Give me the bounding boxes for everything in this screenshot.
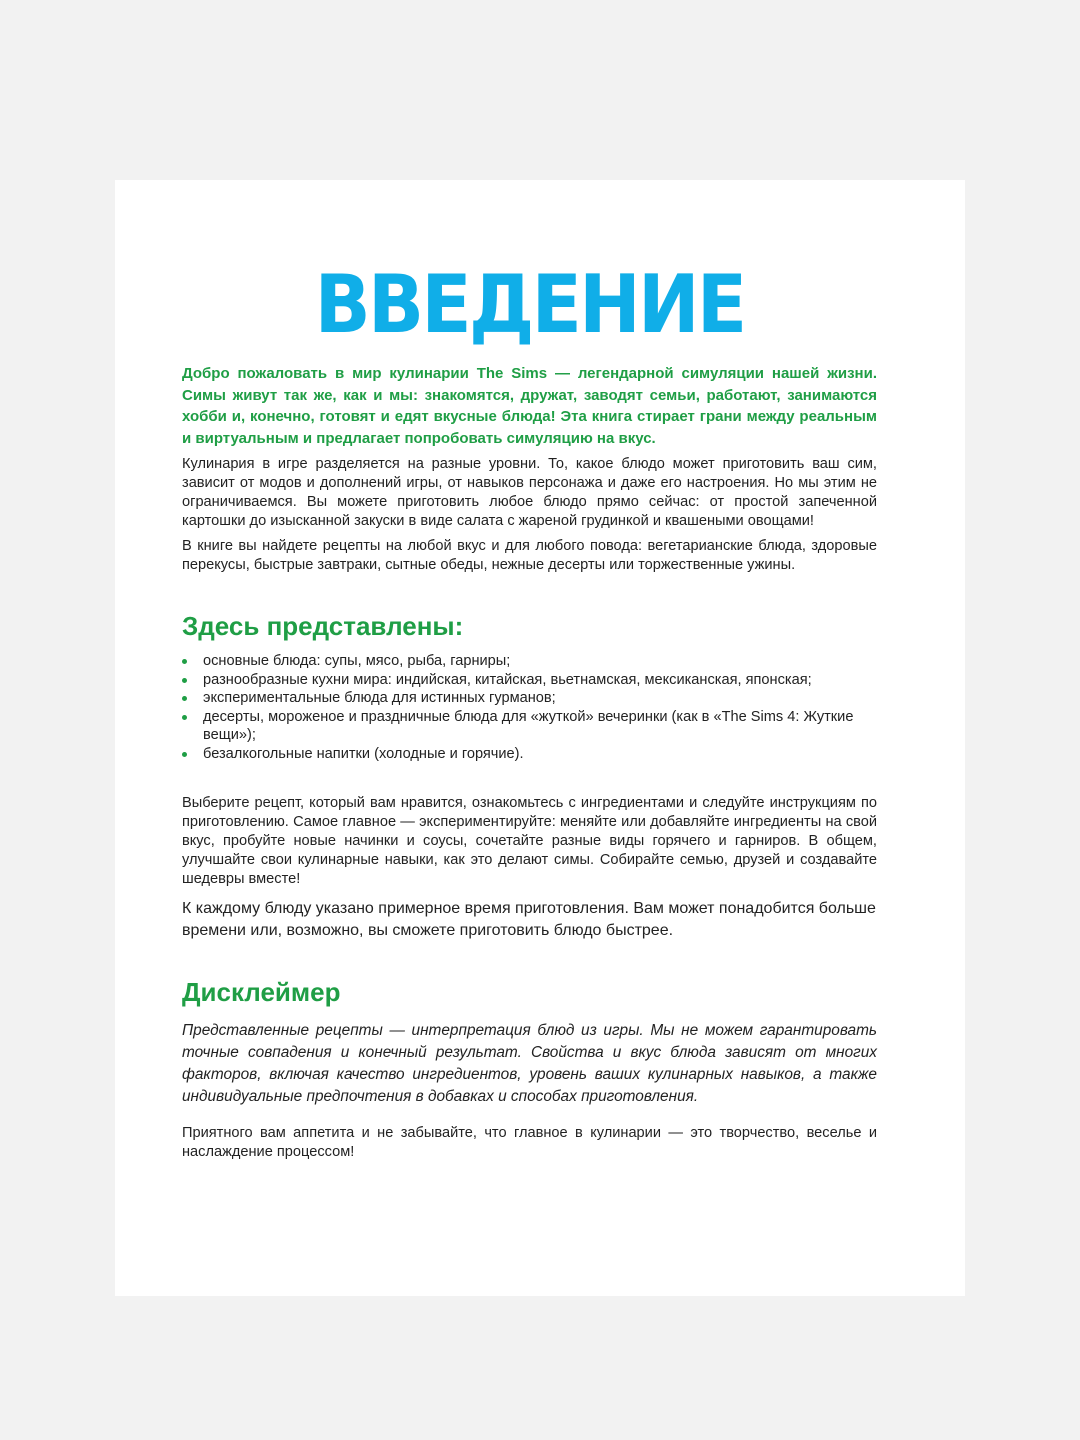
list-item xyxy=(182,671,877,690)
page-title: ВВЕДЕНИЕ xyxy=(314,258,745,351)
features-heading: Здесь представлены: xyxy=(182,611,464,641)
paragraph-choose: Выберите рецепт, который вам нравится, ознакомьтесь с ингредиентами и следуйте инструкциям по приготовлению. Самое главное — экспериментируйте: меняйте или добавляйте ингредиенты на свой вкус, пробуйте новые начинки и соусы, сочетайте разные виды горячего и гарниров. В общем, улучшайте свои кулинарные навыки, как это делают симы. Собирайте семью, друзей и создавайте шедевры вместе! xyxy=(182,795,877,887)
list-item xyxy=(182,745,877,764)
list-item-text: экспериментальные блюда для истинных гурманов; xyxy=(203,690,556,707)
paragraph-levels: Кулинария в игре разделяется на разные уровни. То, какое блюдо может приготовить ваш сим, зависит от модов и дополнений игры, от навыков персонажа и даже его настроения. Но мы этим не ограничиваемся. Вы можете приготовить любое блюдо прямо сейчас: от простой запеченной картошки до изысканной закуски в виде салата с жареной грудинкой и квашеными овощами! xyxy=(182,456,877,529)
bullet-icon xyxy=(182,696,187,701)
features-list xyxy=(182,652,877,764)
list-item-text: разнообразные кухни мира: индийская, китайская, вьетнамская, мексиканская, японская; xyxy=(203,671,812,688)
list-item xyxy=(182,708,877,745)
bullet-icon xyxy=(182,752,187,757)
bullet-icon xyxy=(182,659,187,664)
intro-lead: Добро пожаловать в мир кулинарии The Sims — легендарной симуляции нашей жизни. Симы живут так же, как и мы: знакомятся, дружат, заводят семьи, работают, занимаются хобби и, конечно, готовят и едят вкусные блюда! Эта книга стирает грани между реальным и виртуальным и предлагает попробовать симуляцию на вкус. xyxy=(182,365,877,447)
list-item xyxy=(182,652,877,671)
disclaimer-text: Представленные рецепты — интерпретация блюд из игры. Мы не можем гарантировать точные совпадения и конечный результат. Свойства и вкус блюда зависят от многих факторов, включая качество ингредиентов, уровень ваших кулинарных навыков, а также индивидуальные предпочтения в добавках и способах приготовления. xyxy=(182,1022,877,1105)
list-item-text: основные блюда: супы, мясо, рыба, гарниры; xyxy=(203,653,511,669)
bullet-icon xyxy=(182,715,187,720)
list-item-text: десерты, мороженое и праздничные блюда для «жуткой» вечеринки (как в «The Sims 4: Жуткие вещи»); xyxy=(203,708,854,744)
list-item-text: безалкогольные напитки (холодные и горячие). xyxy=(203,745,524,762)
paragraph-closing: Приятного вам аппетита и не забывайте, что главное в кулинарии — это творчество, веселье и наслаждение процессом! xyxy=(182,1125,877,1160)
paragraph-recipes: В книге вы найдете рецепты на любой вкус и для любого повода: вегетарианские блюда, здоровые перекусы, быстрые завтраки, сытные обеды, нежные десерты или торжественные ужины. xyxy=(182,538,877,573)
list-item xyxy=(182,689,877,708)
disclaimer-heading: Дисклеймер xyxy=(182,977,341,1007)
bullet-icon xyxy=(182,678,187,683)
book-page xyxy=(115,180,965,1296)
paragraph-time: К каждому блюду указано примерное время приготовления. Вам может понадобится больше времени или, возможно, вы сможете приготовить блюдо быстрее. xyxy=(182,900,876,939)
